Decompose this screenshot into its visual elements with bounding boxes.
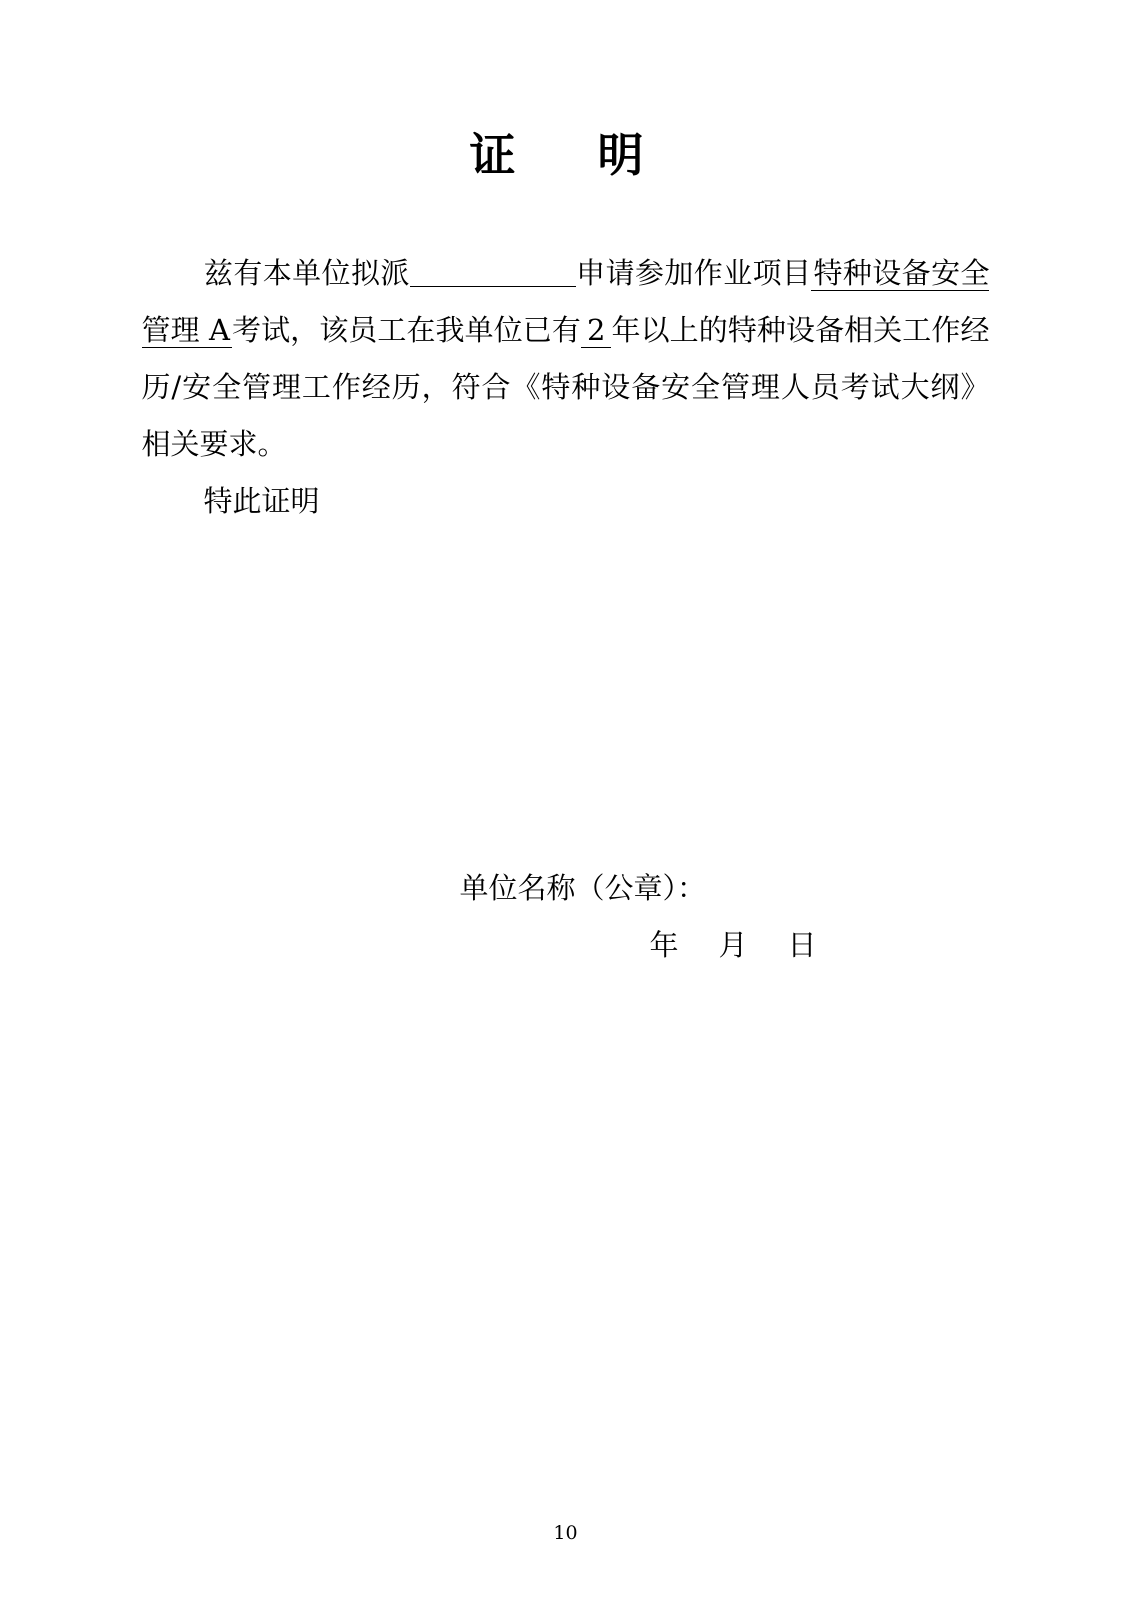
date-year-label: 年 <box>649 928 681 963</box>
text-segment-1: 兹有本单位拟派 <box>203 256 410 291</box>
paragraph-two-text: 特此证明 <box>203 484 320 519</box>
date-line <box>142 917 990 974</box>
paragraph-two <box>142 473 990 530</box>
blank-name-field[interactable] <box>410 286 576 287</box>
project-value[interactable]: 特种设备安全管理 A <box>141 256 990 348</box>
date-day-label: 日 <box>787 928 819 963</box>
signature-block <box>142 530 990 974</box>
text-segment-4: 年以上的特种设备相关工作经历/安全管理工作经历，符合《特种设备安全管理人员考试大纲》相关要求。 <box>141 313 990 462</box>
page-number: 10 <box>553 1522 578 1544</box>
page-title: 证 明 <box>469 128 662 182</box>
unit-name-seal-label: 单位名称（公章）： <box>459 871 707 906</box>
date-month-label: 月 <box>718 928 750 963</box>
text-segment-3: 考试，该员工在我单位已有 <box>231 313 581 348</box>
paragraph-one <box>142 245 990 473</box>
years-value[interactable]: 2 <box>581 313 611 348</box>
text-segment-2: 申请参加作业项目 <box>575 256 812 291</box>
document-body <box>142 183 990 530</box>
